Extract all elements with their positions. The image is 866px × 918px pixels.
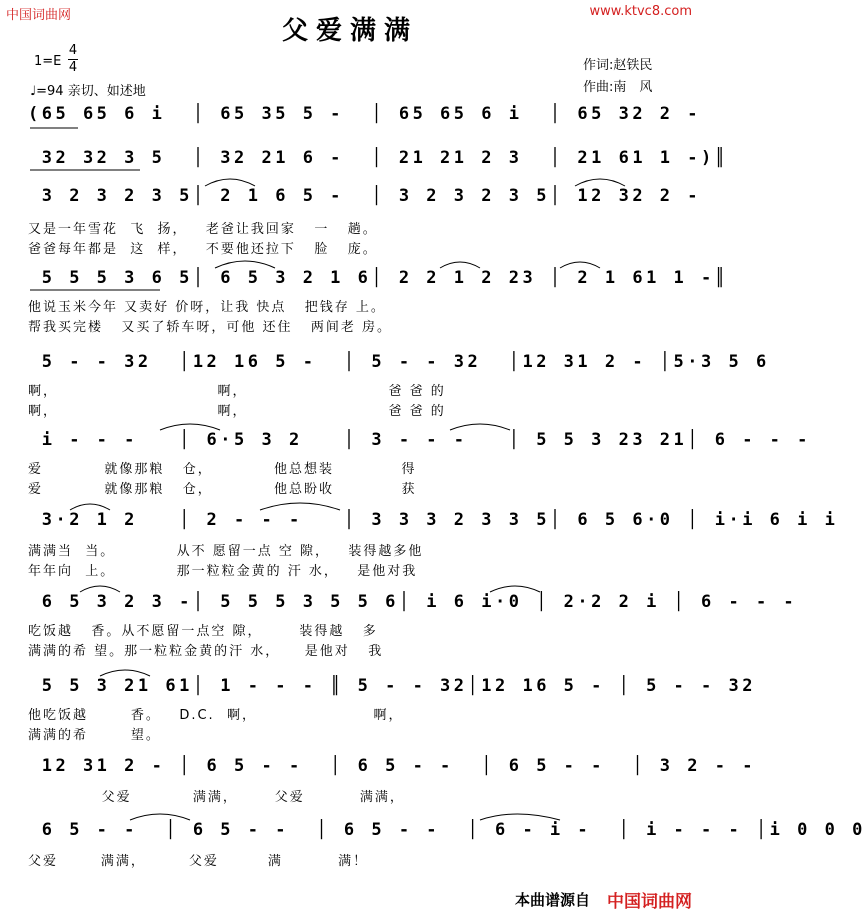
slur-mark bbox=[575, 179, 625, 186]
lyric-verse-1: 父爱 满满， 父爱 满满， bbox=[28, 790, 405, 805]
lyric-verse-1: 父爱 满满， 父爱 满 满！ bbox=[28, 854, 369, 869]
lyric-verse-1: 他说玉米今年 又卖好 价呀，让我 快点 把钱存 上。 bbox=[28, 300, 386, 315]
lyricist: 作词:赵铁民 bbox=[583, 58, 653, 73]
lyric-verse-1: 满满当 当。 从不 愿留一点 空 隙， 装得越多他 bbox=[28, 544, 424, 559]
lyric-verse-2: 爱 就像那粮 仓， 他总盼收 获 bbox=[28, 482, 417, 497]
credits bbox=[583, 55, 652, 99]
slur-mark bbox=[205, 179, 255, 186]
lyric-verse-2: 啊， 啊， 爸 爸 的 bbox=[28, 404, 446, 419]
time-signature-top: 4 bbox=[68, 43, 78, 58]
watermark-site-name: 中国词曲网 bbox=[6, 8, 72, 23]
lyric-verse-2: 满满的希 望。 bbox=[28, 728, 161, 743]
notes-line: 3 2 3 2 3 5│ 2 1 6 5 - │ 3 2 3 2 3 5│ 12 32 2 - bbox=[28, 186, 702, 206]
slur-mark bbox=[260, 503, 340, 510]
brand-logo-text: 中国词曲网 bbox=[607, 892, 692, 912]
notes-line: (65 65 6 i │ 65 35 5 - │ 65 65 6 i │ 65 32 2 - bbox=[28, 104, 702, 124]
key-signature: 1=E bbox=[34, 54, 62, 69]
notes-line: 5 - - 32 │12 16 5 - │ 5 - - 32 │12 31 2 - │5·3 5 6 bbox=[28, 352, 770, 372]
notes-line: 32 32 3 5 │ 32 21 6 - │ 21 21 2 3 │ 21 61 1 -)║ bbox=[28, 148, 729, 168]
notes-line: 6 5 - - │ 6 5 - - │ 6 5 - - │ 6 - i - │ i - - - │i 0 0 0 bbox=[28, 820, 866, 840]
watermark-url: www.ktvc8.com bbox=[589, 4, 692, 19]
song-title: 父爱满满 bbox=[281, 16, 418, 46]
lyric-verse-2: 爸爸每年都是 这 样， 不要他还拉下 脸 庞。 bbox=[28, 242, 378, 257]
time-signature bbox=[68, 44, 78, 75]
lyric-verse-1: 啊， 啊， 爸 爸 的 bbox=[28, 384, 446, 399]
tempo-marking: ♩=94 亲切、如述地 bbox=[30, 84, 146, 99]
notes-line: 3·2 1 2 │ 2 - - - │ 3 3 3 2 3 3 5│ 6 5 6·0 │ i·i 6 i i bbox=[28, 510, 839, 530]
lyric-verse-1: 他吃饭越 香。 D.C. 啊， 啊， bbox=[28, 708, 404, 723]
time-signature-bottom: 4 bbox=[68, 60, 78, 75]
lyric-verse-1: 又是一年雪花 飞 扬， 老爸让我回家 一 趟。 bbox=[28, 222, 378, 237]
lyric-verse-2: 满满的希 望。那一粒粒金黄的汗 水， 是他对 我 bbox=[28, 644, 384, 659]
lyric-verse-2: 帮我买完楼 又买了轿车呀，可他 还住 两间老 房。 bbox=[28, 320, 393, 335]
slur-mark bbox=[215, 261, 275, 268]
lyric-verse-1: 吃饭越 香。从不愿留一点空 隙， 装得越 多 bbox=[28, 624, 378, 639]
notes-line: 5 5 5 3 6 5│ 6 5 3 2 1 6│ 2 2 1 2 23 │ 2 1 61 1 -║ bbox=[28, 268, 729, 288]
notes-line: i - - - │ 6·5 3 2 │ 3 - - - │ 5 5 3 23 21│ 6 - - - bbox=[28, 430, 811, 450]
notes-line: 5 5 3 21 61│ 1 - - - ║ 5 - - 32│12 16 5 - │ 5 - - 32 bbox=[28, 676, 756, 696]
notes-line: 12 31 2 - │ 6 5 - - │ 6 5 - - │ 6 5 - - │ 3 2 - - bbox=[28, 756, 756, 776]
lyric-verse-2: 年年向 上。 那一粒粒金黄的 汗 水， 是他对我 bbox=[28, 564, 418, 579]
composer: 作曲:南 风 bbox=[583, 80, 653, 95]
source-label: 本曲谱源自 bbox=[514, 891, 590, 909]
notes-line: 6 5 3 2 3 -│ 5 5 5 3 5 5 6│ i 6 i·0 │ 2·2 2 i │ 6 - - - bbox=[28, 592, 798, 612]
lyric-verse-1: 爱 就像那粮 仓， 他总想装 得 bbox=[28, 462, 417, 477]
